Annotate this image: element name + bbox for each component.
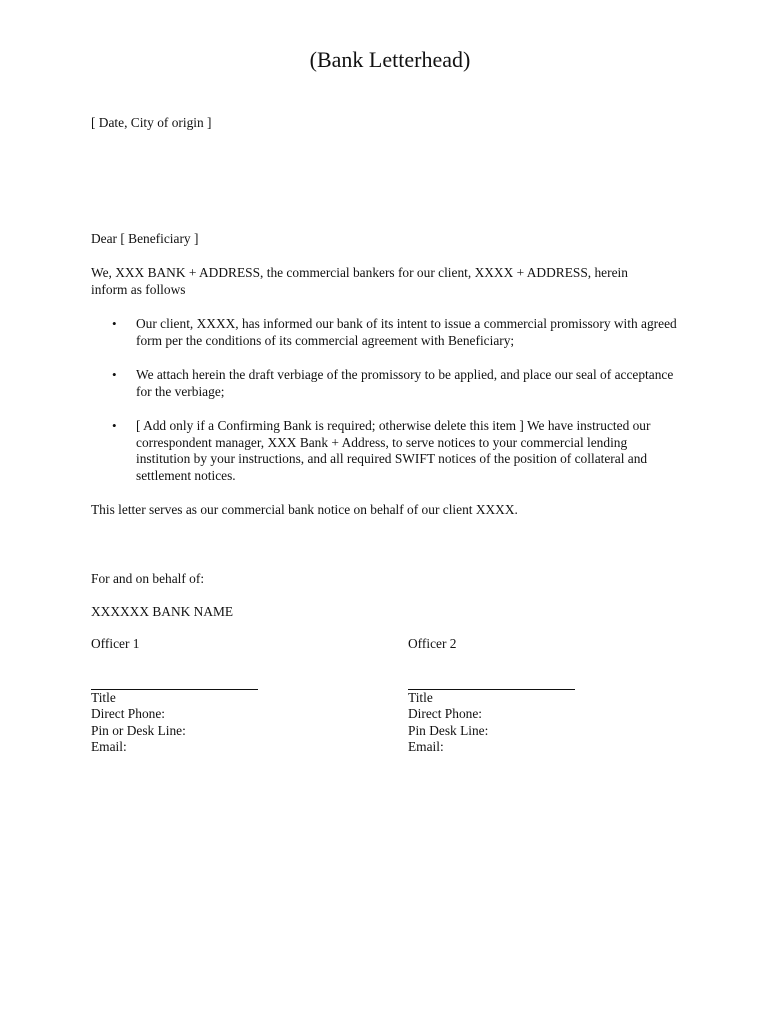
bullet-item: [91, 367, 681, 400]
signature-line: [408, 679, 575, 690]
officer-phone-label: Direct Phone:: [408, 706, 483, 721]
bullet-item: [91, 418, 681, 484]
signature-line: [91, 679, 258, 690]
officer-title: Title: [408, 689, 433, 705]
officer-phone-label: Direct Phone:: [91, 706, 166, 721]
bullet-item: [91, 316, 681, 349]
officer-1-block: [91, 636, 341, 756]
officer-name: Officer 1: [91, 636, 140, 651]
officer-line-label: Pin or Desk Line:: [91, 722, 186, 738]
closing-paragraph: This letter serves as our commercial bank notice on behalf of our client XXXX.: [91, 502, 518, 517]
bullet-list: [91, 316, 681, 502]
bank-name: XXXXXX BANK NAME: [91, 604, 234, 619]
greeting: Dear [ Beneficiary ]: [91, 231, 199, 246]
bullet-text: Our client, XXXX, has informed our bank of its intent to issue a commercial promissory with agreed form per the conditions of its commercial agreement with Beneficiary;: [136, 316, 677, 348]
bullet-marker: •: [112, 316, 117, 331]
officer-name: Officer 2: [408, 636, 457, 651]
bullet-text: [ Add only if a Confirming Bank is required; otherwise delete this item ] We have instructed our correspondent manager, XXX Bank + Address, to serve notices to your commercial lending institution by your instructions, and all required SWIFT notices of the position of collateral and settlement notices.: [136, 418, 651, 483]
bullet-marker: •: [112, 367, 117, 382]
date-line: [ Date, City of origin ]: [91, 115, 212, 130]
officer-email-label: Email:: [91, 739, 127, 754]
officer-2-block: [408, 636, 658, 756]
bullet-text: We attach herein the draft verbiage of the promissory to be applied, and place our seal of acceptance for the verbiage;: [136, 367, 674, 399]
officer-email-label: Email:: [408, 739, 444, 754]
letterhead-title: (Bank Letterhead): [309, 47, 471, 72]
officer-line-label: Pin Desk Line:: [408, 722, 489, 738]
intro-paragraph: We, XXX BANK + ADDRESS, the commercial bankers for our client, XXXX + ADDRESS, herein inform as follows: [91, 265, 628, 297]
officer-title: Title: [91, 689, 116, 705]
on-behalf-line: For and on behalf of:: [91, 571, 205, 586]
bullet-marker: •: [112, 418, 117, 433]
